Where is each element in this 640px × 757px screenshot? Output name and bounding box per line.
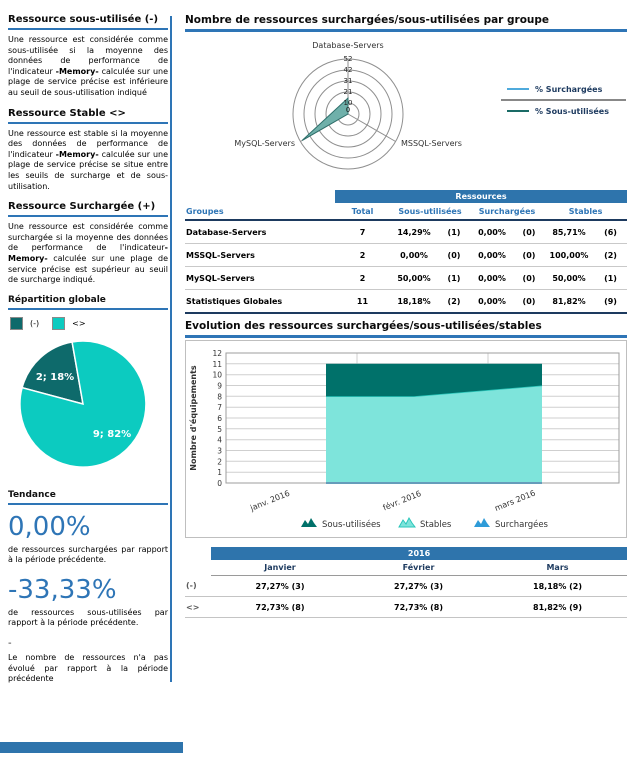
legend-area-surchargees-icon xyxy=(474,518,490,527)
sous-pct: 0,00% xyxy=(390,244,438,267)
definition-text: Une ressource est considérée comme surchargée si la moyenne des données de performance de l'indicateur xyxy=(8,222,168,253)
y-axis-title: Nombre d'équipements xyxy=(189,365,198,471)
months-table xyxy=(185,547,627,618)
area-chart-legend xyxy=(301,518,549,530)
radar-legend xyxy=(501,84,626,116)
legend-label-surchargees: Surchargées xyxy=(495,520,548,530)
radar-series-sous-utilisees xyxy=(302,98,351,140)
y-tick: 7 xyxy=(217,403,222,413)
month-value: 27,27% (3) xyxy=(211,576,349,597)
month-value: 81,82% (9) xyxy=(488,597,627,618)
legend-label-sous-utilisees: Sous-utilisées xyxy=(322,520,381,530)
stable-pct: 85,71% xyxy=(544,220,594,244)
trend-surcharge-value: 0,00% xyxy=(8,511,91,542)
col-groupes: Groupes xyxy=(185,203,335,220)
sur-pct: 0,00% xyxy=(470,290,514,314)
col-sous-utilisees: Sous-utilisées xyxy=(390,203,470,220)
trend-note: Le nombre de ressources n'a pas évolué par rapport à la période précédente xyxy=(8,653,168,684)
month-value: 27,27% (3) xyxy=(349,576,488,597)
month-value: 18,18% (2) xyxy=(488,576,627,597)
y-tick: 1 xyxy=(217,468,222,478)
legend-area-sous-utilisees-icon xyxy=(301,518,317,527)
legend-label-stables: Stables xyxy=(420,520,452,530)
sous-count: (1) xyxy=(438,220,470,244)
row-label: (-) xyxy=(185,576,211,597)
vertical-divider xyxy=(170,16,172,682)
y-tick: 10 xyxy=(212,370,222,380)
radar-section-title: Nombre de ressources surchargées/sous-utilisées par groupe xyxy=(185,14,627,32)
sous-pct: 18,18% xyxy=(390,290,438,314)
total-value: 7 xyxy=(335,220,390,244)
y-tick: 2 xyxy=(217,457,222,467)
stable-pct: 50,00% xyxy=(544,267,594,290)
definition-heading-surchargee: Ressource Surchargée (+) xyxy=(8,201,168,217)
year-header: 2016 xyxy=(211,547,627,560)
radar-legend-sous-utilisees: % Sous-utilisées xyxy=(535,107,609,116)
evolution-area-chart xyxy=(186,341,626,537)
sur-count: (0) xyxy=(514,220,544,244)
definition-heading-stable: Ressource Stable <> xyxy=(8,108,168,124)
total-value: 2 xyxy=(335,244,390,267)
radar-tick: 52 xyxy=(343,55,353,63)
y-tick: 3 xyxy=(217,446,222,456)
definition-text: calculée sur une plage de service précise se situe entre les seuils de surcharge et de sous-utilisation. xyxy=(8,149,169,191)
col-janvier: Janvier xyxy=(211,560,349,576)
pie-chart xyxy=(8,334,168,474)
x-axis-ticks xyxy=(248,488,537,513)
group-name: Database-Servers xyxy=(185,220,335,244)
legend-label-stable: <> xyxy=(72,318,86,328)
stable-pct: 100,00% xyxy=(544,244,594,267)
x-tick-fevr: févr. 2016 xyxy=(381,488,423,513)
repartition-heading: Répartition globale xyxy=(8,295,168,310)
area-series-stables xyxy=(326,386,542,484)
radar-axis-label-mysql: MySQL-Servers xyxy=(234,139,295,148)
sous-count: (0) xyxy=(438,244,470,267)
sur-pct: 0,00% xyxy=(470,267,514,290)
col-stables: Stables xyxy=(544,203,627,220)
stable-count: (1) xyxy=(594,267,627,290)
legend-swatch-sous-utilisee-icon xyxy=(10,317,23,330)
evolution-section-title: Evolution des ressources surchargées/sous-utilisées/stables xyxy=(185,320,627,338)
sous-count: (2) xyxy=(438,290,470,314)
y-axis-ticks xyxy=(212,349,222,488)
y-tick: 5 xyxy=(217,424,222,434)
sur-count: (0) xyxy=(514,290,544,314)
trend-sous-desc: de ressources sous-utilisées par rapport à la période précédente. xyxy=(8,607,168,628)
month-value: 72,73% (8) xyxy=(211,597,349,618)
y-tick: 8 xyxy=(217,392,222,402)
row-label: <> xyxy=(185,597,211,618)
radar-tick: 0 xyxy=(345,106,351,114)
indicator-name: -Memory- xyxy=(8,243,168,263)
trend-surcharge-desc: de ressources surchargées par rapport à la période précédente. xyxy=(8,544,168,565)
radar-tick: 42 xyxy=(343,66,353,74)
sous-count: (1) xyxy=(438,267,470,290)
tendance-heading: Tendance xyxy=(8,490,168,505)
stable-count: (9) xyxy=(594,290,627,314)
main-column xyxy=(185,14,627,618)
total-value: 11 xyxy=(335,290,390,314)
total-value: 2 xyxy=(335,267,390,290)
month-value: 72,73% (8) xyxy=(349,597,488,618)
sur-count: (0) xyxy=(514,244,544,267)
sous-pct: 14,29% xyxy=(390,220,438,244)
evolution-chart-box xyxy=(185,340,627,538)
col-surchargees: Surchargées xyxy=(470,203,544,220)
radar-tick: 31 xyxy=(343,77,353,85)
definition-text: calculée sur une plage de service précise est supérieur au seuil de surcharge indiqué. xyxy=(8,253,168,285)
definition-text: Une ressource est stable si la moyenne des données de performance de l'indicateur xyxy=(8,128,168,159)
definition-heading-sous-utilisee: Ressource sous-utilisée (-) xyxy=(8,14,168,30)
group-name: MSSQL-Servers xyxy=(185,244,335,267)
table-total-row xyxy=(185,290,627,314)
pie-data-label-stable: 9; 82% xyxy=(92,428,132,440)
sur-pct: 0,00% xyxy=(470,220,514,244)
col-fevrier: Février xyxy=(349,560,488,576)
y-tick: 9 xyxy=(217,381,222,391)
y-tick: 4 xyxy=(217,435,222,445)
pie-data-label-minus: 2; 18% xyxy=(35,371,75,383)
radar-tick: 10 xyxy=(343,99,353,107)
months-row-sous-utilisees xyxy=(185,576,627,597)
sidebar xyxy=(8,14,168,694)
y-tick: 12 xyxy=(212,349,222,358)
definition-body-surchargee xyxy=(8,222,168,286)
table-row xyxy=(185,244,627,267)
trend-dash: - xyxy=(8,638,12,650)
resources-table xyxy=(185,190,627,314)
y-tick: 6 xyxy=(217,414,222,423)
definition-body-stable xyxy=(8,129,168,193)
col-mars: Mars xyxy=(488,560,627,576)
radar-tick: 21 xyxy=(343,88,353,96)
radar-legend-surchargees: % Surchargées xyxy=(535,85,603,94)
table-row xyxy=(185,220,627,244)
y-tick: 11 xyxy=(212,359,222,369)
radar-chart xyxy=(185,32,627,182)
spacer-cell xyxy=(185,547,211,560)
definition-text: Une ressource est considérée comme sous-utilisée si la moyenne des données de performance de l'indicateur xyxy=(8,35,168,76)
y-tick: 0 xyxy=(217,479,222,488)
legend-area-stables-icon xyxy=(399,518,415,527)
year-header-row xyxy=(185,547,627,560)
month-header-row xyxy=(185,560,627,576)
table-group-header-row xyxy=(185,190,627,203)
footer-bar xyxy=(0,742,183,753)
definition-text: calculée sur une plage de service précise est inférieure au seuil de sous-utilisation indiqué xyxy=(8,66,169,97)
x-tick-janv: janv. 2016 xyxy=(249,488,292,513)
radar-axis-label-mssql: MSSQL-Servers xyxy=(401,139,462,148)
stable-pct: 81,82% xyxy=(544,290,594,314)
totals-label: Statistiques Globales xyxy=(185,290,335,314)
sous-pct: 50,00% xyxy=(390,267,438,290)
months-row-stables xyxy=(185,597,627,618)
table-row xyxy=(185,267,627,290)
stable-count: (2) xyxy=(594,244,627,267)
legend-swatch-stable-icon xyxy=(52,317,65,330)
x-tick-mars: mars 2016 xyxy=(493,488,537,513)
sur-pct: 0,00% xyxy=(470,244,514,267)
trend-sous-value: -33,33% xyxy=(8,574,117,605)
sur-count: (0) xyxy=(514,267,544,290)
group-name: MySQL-Servers xyxy=(185,267,335,290)
ressources-header: Ressources xyxy=(335,190,627,203)
radar-axis-label-database: Database-Servers xyxy=(312,41,384,50)
pie-legend xyxy=(10,317,168,330)
spacer-cell xyxy=(185,190,335,203)
stable-count: (6) xyxy=(594,220,627,244)
indicator-name: -Memory- xyxy=(55,149,99,159)
definition-body-sous-utilisee xyxy=(8,35,168,99)
indicator-name: -Memory- xyxy=(55,66,99,76)
col-total: Total xyxy=(335,203,390,220)
legend-label-minus: (-) xyxy=(30,318,40,328)
spacer-cell xyxy=(185,560,211,576)
table-column-header-row xyxy=(185,203,627,220)
